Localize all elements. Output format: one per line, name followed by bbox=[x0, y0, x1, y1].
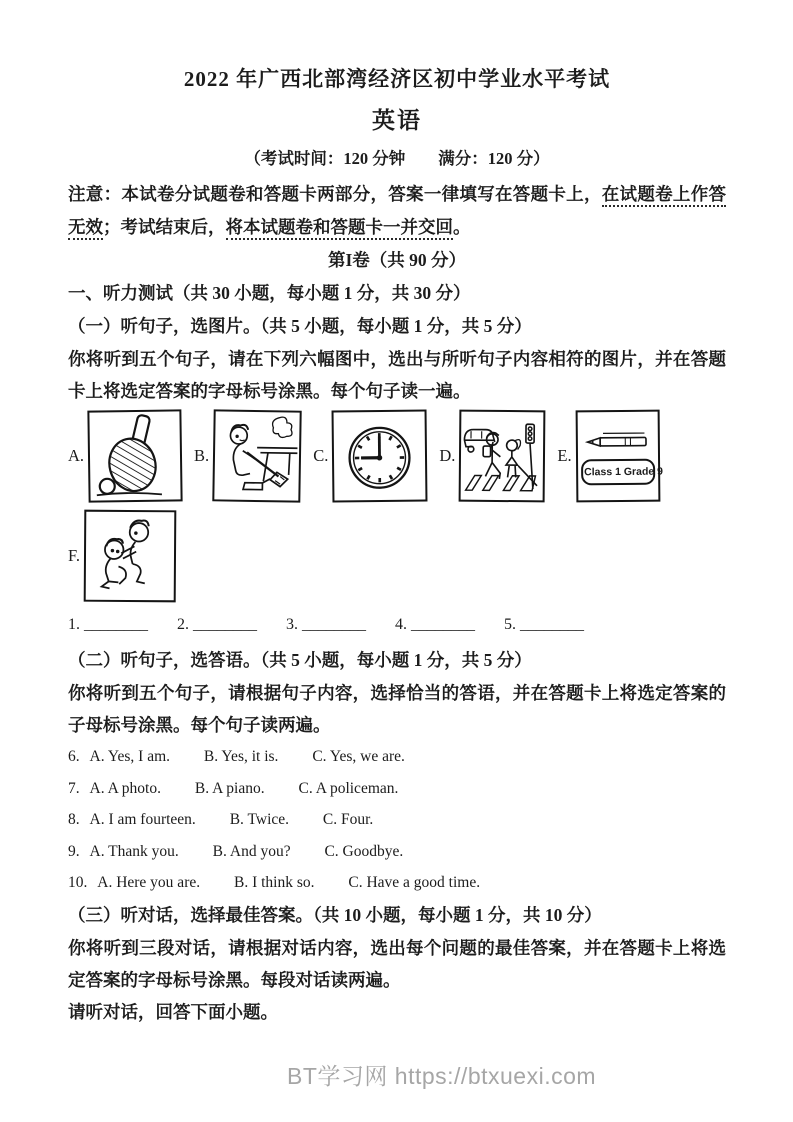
two-children-playing-illustration bbox=[86, 512, 175, 601]
option-c: C. Have a good time. bbox=[348, 874, 481, 891]
option-c: C. Yes, we are. bbox=[312, 748, 405, 765]
blank-line: ________ bbox=[520, 616, 584, 633]
classroom-sign: Class 1 Grade 9 bbox=[581, 459, 655, 486]
option-c: C. A policeman. bbox=[298, 779, 399, 797]
picture-label-a: A. bbox=[68, 446, 85, 465]
notice-suffix: 。 bbox=[453, 217, 471, 237]
picture-box-e bbox=[575, 410, 663, 503]
notice-emphasized-1: 在试题卷上作答无效 bbox=[68, 184, 726, 240]
subject-title: 英语 bbox=[372, 108, 422, 133]
option-a: A. Thank you. bbox=[89, 842, 179, 860]
question-number: 8. bbox=[68, 811, 80, 828]
blank-line: ________ bbox=[193, 616, 257, 633]
option-a: A. A photo. bbox=[89, 779, 161, 797]
table-tennis-paddle-and-ball-illustration bbox=[89, 411, 180, 500]
answer-blank-4: 4. ________ bbox=[395, 616, 475, 633]
option-a: A. Yes, I am. bbox=[89, 748, 171, 765]
picture-label-e: E. bbox=[557, 446, 572, 465]
answer-blank-3: 3. ________ bbox=[286, 616, 366, 633]
blank-line: ________ bbox=[302, 616, 366, 633]
children-crossing-street-illustration bbox=[461, 412, 544, 501]
question-row-9 bbox=[68, 836, 726, 868]
picture-label-b: B. bbox=[194, 446, 210, 465]
answer-blank-2: 2. ________ bbox=[177, 616, 257, 633]
option-b: B. I think so. bbox=[233, 874, 315, 891]
question-number: 7. bbox=[68, 779, 80, 797]
option-a: A. Here you are. bbox=[97, 874, 201, 891]
boy-sweeping-floor-illustration bbox=[215, 411, 300, 500]
picture-option-a bbox=[68, 410, 182, 502]
blank-line: ________ bbox=[411, 616, 475, 633]
picture-box-a bbox=[87, 409, 182, 502]
listening-part3-heading: （三）听对话，选择最佳答案。（共 10 小题，每小题 1 分，共 10 分） bbox=[68, 904, 602, 925]
question-number: 6. bbox=[68, 748, 80, 765]
part1-header: 第I卷（共 90 分） bbox=[327, 250, 467, 270]
option-c: C. Four. bbox=[322, 811, 374, 828]
answer-blank-1: 1. ________ bbox=[68, 616, 148, 633]
question-row-6 bbox=[68, 741, 726, 773]
listening-part3-prompt: 请听对话，回答下面小题。 bbox=[68, 1001, 278, 1022]
option-b: B. Twice. bbox=[229, 811, 290, 828]
option-a: A. I am fourteen. bbox=[89, 811, 196, 828]
picture-options-row bbox=[68, 410, 726, 502]
notice-mid: ；考试结束后， bbox=[103, 217, 226, 237]
listening-part2-heading: （二）听句子，选答语。（共 5 小题，每小题 1 分，共 5 分） bbox=[68, 650, 532, 670]
option-b: B. And you? bbox=[212, 842, 291, 860]
notice-prefix: 注意：本试卷分试题卷和答题卡两部分，答案一律填写在答题卡上， bbox=[68, 184, 602, 204]
question-row-7 bbox=[68, 773, 726, 805]
picture-label-f: F. bbox=[68, 546, 80, 565]
answer-blank-5: 5. ________ bbox=[504, 616, 584, 633]
picture-option-e bbox=[557, 410, 663, 502]
option-b: B. Yes, it is. bbox=[203, 748, 279, 765]
answer-blanks-row bbox=[68, 612, 726, 638]
site-watermark: BT学习网 https://btxuexi.com bbox=[287, 1063, 597, 1089]
notice-emphasized-2: 将本试题卷和答题卡一并交回 bbox=[226, 217, 454, 240]
picture-option-d bbox=[439, 410, 545, 502]
listening-part1-heading: （一）听句子，选图片。（共 5 小题，每小题 1 分，共 5 分） bbox=[68, 316, 532, 336]
option-b: B. A piano. bbox=[194, 779, 265, 797]
listening-section-heading: 一、听力测试（共 30 小题，每小题 1 分，共 30 分） bbox=[68, 283, 471, 303]
listening-part2-instruction: 你将听到五个句子，请根据句子内容，选择恰当的答语，并在答题卡上将选定答案的子母标号涂黑。每个句子读两遍。 bbox=[68, 683, 726, 735]
picture-label-d: D. bbox=[439, 446, 456, 465]
picture-option-f bbox=[68, 510, 176, 602]
pen-illustration bbox=[580, 427, 654, 462]
picture-box-b bbox=[212, 409, 301, 502]
listening-part1-instruction: 你将听到五个句子，请在下列六幅图中，选出与所听句子内容相符的图片，并在答题卡上将选定答案的字母标号涂黑。每个句子读一遍。 bbox=[68, 349, 726, 401]
page-title: 2022 年广西北部湾经济区初中学业水平考试 bbox=[183, 67, 611, 91]
picture-option-b bbox=[194, 410, 301, 502]
question-number: 9. bbox=[68, 842, 80, 860]
picture-box-c bbox=[332, 410, 428, 503]
question-row-8 bbox=[68, 804, 726, 836]
picture-box-f bbox=[84, 510, 177, 603]
option-c: C. Goodbye. bbox=[324, 842, 404, 860]
exam-info: （考试时间：120 分钟 满分：120 分） bbox=[244, 149, 550, 168]
picture-box-d bbox=[459, 410, 546, 503]
listening-part3-instruction: 你将听到三段对话，请根据对话内容，选出每个问题的最佳答案，并在答题卡上将选定答案的字母标号涂黑。每段对话读两遍。 bbox=[68, 937, 726, 990]
blank-line: ________ bbox=[84, 616, 148, 633]
picture-label-c: C. bbox=[313, 446, 329, 465]
question-number: 10. bbox=[68, 874, 88, 891]
clock-showing-nine-oclock-illustration bbox=[334, 412, 426, 501]
notice-paragraph bbox=[68, 178, 726, 244]
picture-option-c bbox=[313, 410, 427, 502]
question-row-10 bbox=[68, 867, 726, 899]
picture-option-f-row bbox=[68, 510, 726, 602]
